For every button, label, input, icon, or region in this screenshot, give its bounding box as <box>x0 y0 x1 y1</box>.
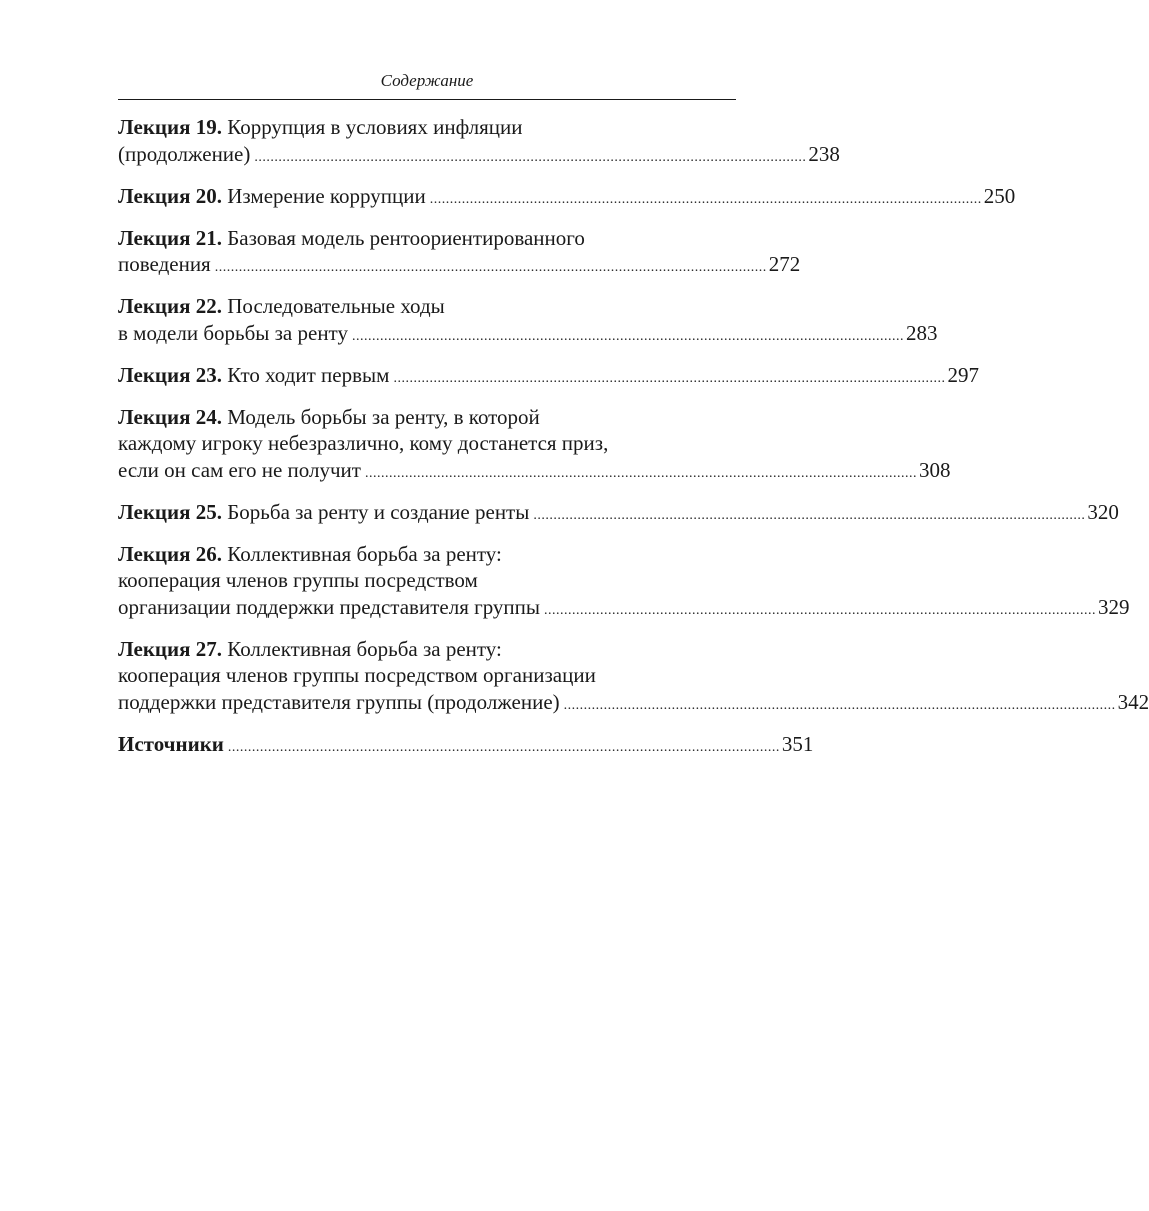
lecture-title: Борьба за ренту и создание ренты <box>227 499 530 524</box>
toc-entry-line <box>118 541 736 568</box>
toc-entry-last-line <box>118 141 840 172</box>
toc-entry-line <box>118 293 736 320</box>
toc-entry-line <box>118 404 736 431</box>
lecture-title: Коллективная борьба за ренту: <box>227 636 502 661</box>
running-header: Содержание <box>380 71 474 90</box>
toc-entry-line <box>118 114 736 141</box>
lecture-number: Лекция 20. <box>118 183 222 208</box>
toc-entry-last-line <box>118 731 814 762</box>
toc-entry-last-line <box>118 320 938 351</box>
toc-entry-lecture-20[interactable] <box>118 183 1016 214</box>
toc-entry-lecture-19[interactable] <box>118 114 840 171</box>
lecture-title: Коррупция в условиях инфляции <box>227 115 523 139</box>
lecture-title-continued: (продолжение) <box>118 141 251 166</box>
dot-leader: .......................................................................................................................................... <box>393 370 946 386</box>
toc-entry-last-line <box>118 594 1130 625</box>
lecture-number: Лекция 23. <box>118 362 222 387</box>
page-number: 250 <box>983 183 1016 208</box>
toc-entry-lecture-27[interactable] <box>118 636 1149 720</box>
lecture-title: Коллективная борьба за ренту: <box>227 541 502 566</box>
lecture-number: Лекция 25. <box>118 499 222 524</box>
dot-leader: .......................................................................................................................................... <box>429 191 982 207</box>
toc-entry-last-line <box>118 689 1149 720</box>
page-number: 329 <box>1098 594 1130 619</box>
page-number: 342 <box>1117 689 1149 714</box>
lecture-title-continued: кооперация членов группы посредством <box>118 568 478 592</box>
lecture-number: Лекция 27. <box>118 636 222 661</box>
dot-leader: .......................................................................................................................................... <box>563 697 1116 713</box>
dot-leader: .......................................................................................................................................... <box>227 739 780 755</box>
toc-entry-lecture-21[interactable] <box>118 225 801 282</box>
dot-leader: .......................................................................................................................................... <box>254 149 807 165</box>
page-number: 297 <box>947 362 979 387</box>
toc-entry-sources[interactable] <box>118 731 814 762</box>
dot-leader: .......................................................................................................................................... <box>351 328 904 344</box>
header-rule <box>118 99 736 100</box>
page-number: 308 <box>918 457 951 482</box>
table-of-contents <box>118 114 1149 773</box>
lecture-title-continued: каждому игроку небезразлично, кому достанется приз, <box>118 431 609 455</box>
lecture-title: Измерение коррупции <box>227 183 426 208</box>
page-number: 351 <box>781 731 814 756</box>
lecture-title-continued: кооперация членов группы посредством организации <box>118 663 596 687</box>
toc-entry-lecture-22[interactable] <box>118 293 938 350</box>
lecture-title-continued: поддержки представителя группы (продолжение) <box>118 689 560 714</box>
lecture-number: Лекция 21. <box>118 225 222 250</box>
toc-entry-line <box>118 183 426 210</box>
lecture-number: Лекция 26. <box>118 541 222 566</box>
toc-entry-last-line <box>118 183 1016 214</box>
lecture-title: Последовательные ходы <box>227 294 445 318</box>
dot-leader: .......................................................................................................................................... <box>364 465 917 481</box>
toc-entry-lecture-26[interactable] <box>118 541 1130 625</box>
lecture-title-continued: в модели борьбы за ренту <box>118 320 348 345</box>
toc-entry-lecture-24[interactable] <box>118 404 951 488</box>
toc-entry-line <box>118 225 736 252</box>
lecture-title: Кто ходит первым <box>227 362 390 387</box>
lecture-number: Лекция 24. <box>118 404 222 429</box>
page-number: 283 <box>905 320 938 345</box>
dot-leader: .......................................................................................................................................... <box>214 260 767 275</box>
toc-entry-line <box>118 636 736 663</box>
toc-entry-last-line <box>118 362 979 393</box>
toc-entry-lecture-23[interactable] <box>118 362 979 393</box>
lecture-title: Базовая модель рентоориентированного <box>227 225 585 250</box>
lecture-title-continued: поведения <box>118 252 211 276</box>
lecture-number: Лекция 22. <box>118 294 222 318</box>
lecture-number: Лекция 19. <box>118 115 222 139</box>
page-number: 238 <box>808 141 840 166</box>
toc-entry-line <box>118 499 529 526</box>
toc-entry-lecture-25[interactable] <box>118 499 1119 530</box>
lecture-title-continued: если он сам его не получит <box>118 457 361 482</box>
lecture-title-continued: организации поддержки представителя группы <box>118 594 541 619</box>
dot-leader: .......................................................................................................................................... <box>533 507 1086 523</box>
page-number: 272 <box>768 252 801 276</box>
dot-leader: .......................................................................................................................................... <box>544 602 1097 618</box>
page-number: 320 <box>1087 499 1119 524</box>
sources-label: Источники <box>118 731 224 756</box>
toc-entry-last-line <box>118 457 951 488</box>
toc-entry-line <box>118 362 389 389</box>
lecture-title: Модель борьбы за ренту, в которой <box>227 404 540 429</box>
toc-entry-last-line <box>118 251 801 282</box>
toc-entry-last-line <box>118 499 1119 530</box>
